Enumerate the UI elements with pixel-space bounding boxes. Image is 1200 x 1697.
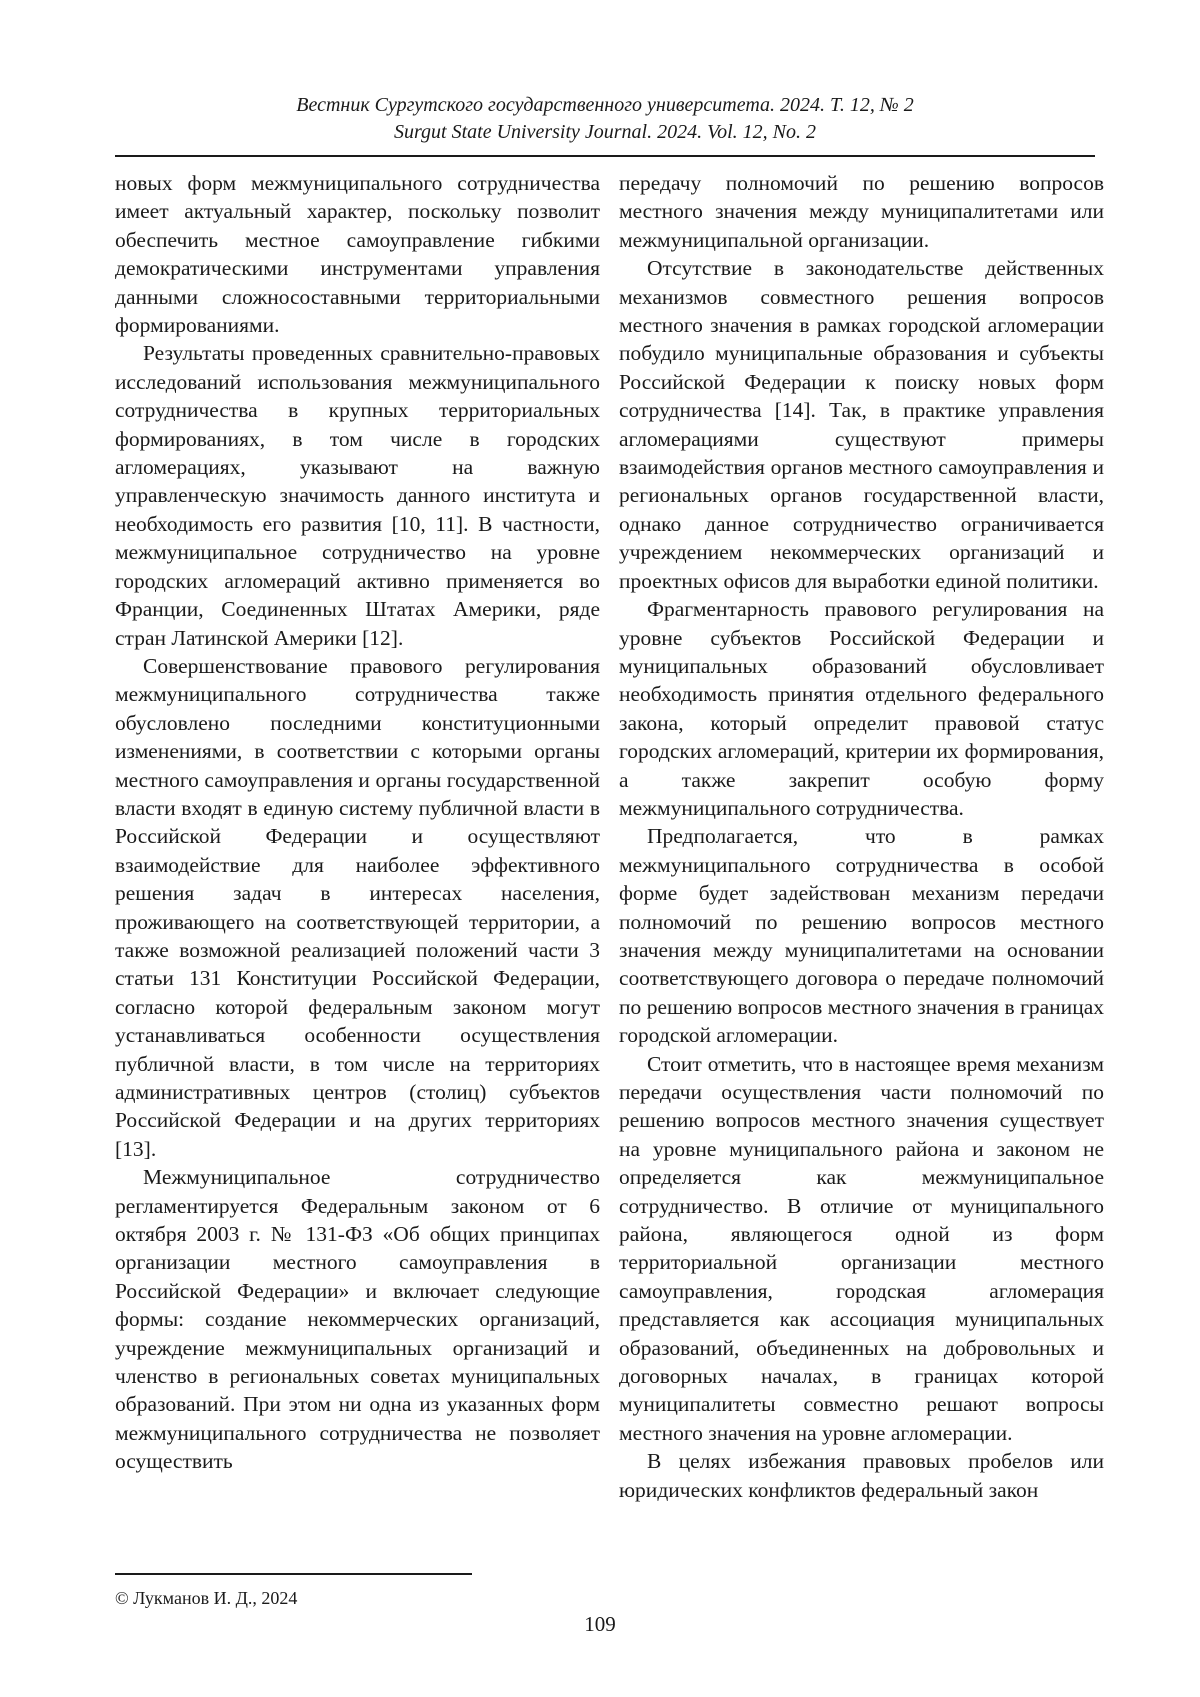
paragraph: Стоит отметить, что в настоящее время механизм передачи осуществления части полномочий по решению вопросов местного значения существует на уровне муниципального района и законом не определяется как межмуниципальное сотрудничество. В отличие от муниципального района, являющегося одной из форм территориальной организации местного самоуправления, городская агломерация представляется как ассоциация муниципальных образований, объединенных на добровольных и договорных началах, в границах которой муниципалитеты совместно решают вопросы местного значения на уровне агломерации. — [619, 1051, 1104, 1445]
journal-title-en: Surgut State University Journal. 2024. Vol. 12, No. 2 — [393, 121, 816, 143]
paragraph: Межмуниципальное сотрудничество регламентируется Федеральным законом от 6 октября 2003 г. № 131-ФЗ «Об общих принципах организации местного самоуправления в Российской Федерации» и включает следующие формы: создание некоммерческих организаций, учреждение межмуниципальных организаций и членство в региональных советах муниципальных образований. При этом ни одна из указанных форм межмуниципального сотрудничества не позволяет осуществить — [115, 1165, 600, 1474]
paragraph: В целях избежания правовых пробелов или юридических конфликтов федеральный закон — [619, 1449, 1104, 1502]
copyright-footnote: © Лукманов И. Д., 2024 — [115, 1588, 298, 1608]
paragraph: Совершенствование правового регулирования межмуниципального сотрудничества также обусловлено последними конституционными изменениями, в соответствии с которыми органы местного самоуправления и органы государственной власти входят в единую систему публичной власти в Российской Федерации и осуществляют взаимодействие для наиболее эффективного решения задач в интересах населения, проживающего на соответствующей территории, а также возможной реализацией положений части 3 статьи 131 Конституции Российской Федерации, согласно которой федеральным законом могут устанавливаться особенности осуществления публичной власти, в том числе на территориях административных центров (столиц) субъектов Российской Федерации и на других территориях [13]. — [115, 653, 600, 1161]
right-column — [619, 169, 1104, 1504]
left-column — [115, 169, 600, 1476]
paragraph: Отсутствие в законодательстве действенных механизмов совместного решения вопросов местного значения в рамках городской агломерации побудило муниципальные образования и субъекты Российской Федерации к поиску новых форм сотрудничества [14]. Так, в практике управления агломерациями существуют примеры взаимодействия органов местного самоуправления и региональных органов государственной власти, однако данное сотрудничество ограничивается учреждением некоммерческих организаций и проектных офисов для выработки единой политики. — [619, 256, 1104, 593]
journal-title-ru: Вестник Сургутского государственного университета. 2024. Т. 12, № 2 — [296, 94, 914, 116]
paragraph: Фрагментарность правового регулирования на уровне субъектов Российской Федерации и муниципальных образований обусловливает необходимость принятия отдельного федерального закона, который определит правовой статус городских агломераций, критерии их формирования, а также закрепит особую форму межмуниципального сотрудничества. — [619, 597, 1104, 820]
page-number: 109 — [584, 1612, 616, 1636]
paragraph: Результаты проведенных сравнительно-правовых исследований использования межмуниципального сотрудничества в крупных территориальных формированиях, в том числе в городских агломерациях, указывают на важную управленческую значимость данного института и необходимость его развития [10, 11]. В частности, межмуниципальное сотрудничество на уровне городских агломераций активно применяется во Франции, Соединенных Штатах Америки, ряде стран Латинской Америки [12]. — [115, 341, 600, 650]
paragraph: новых форм межмуниципального сотрудничества имеет актуальный характер, поскольку позволит обеспечить местное самоуправление гибкими демократическими инструментами управления данными сложносоставными территориальными формированиями. — [115, 171, 600, 338]
footnote-divider — [115, 1573, 472, 1575]
header-divider — [115, 155, 1095, 157]
paragraph: передачу полномочий по решению вопросов местного значения между муниципалитетами или межмуниципальной организации. — [619, 171, 1104, 252]
journal-header — [115, 92, 1095, 146]
paragraph: Предполагается, что в рамках межмуниципального сотрудничества в особой форме будет задействован механизм передачи полномочий по решению вопросов местного значения между муниципалитетами на основании соответствующего договора о передаче полномочий по решению вопросов местного значения в границах городской агломерации. — [619, 824, 1104, 1048]
